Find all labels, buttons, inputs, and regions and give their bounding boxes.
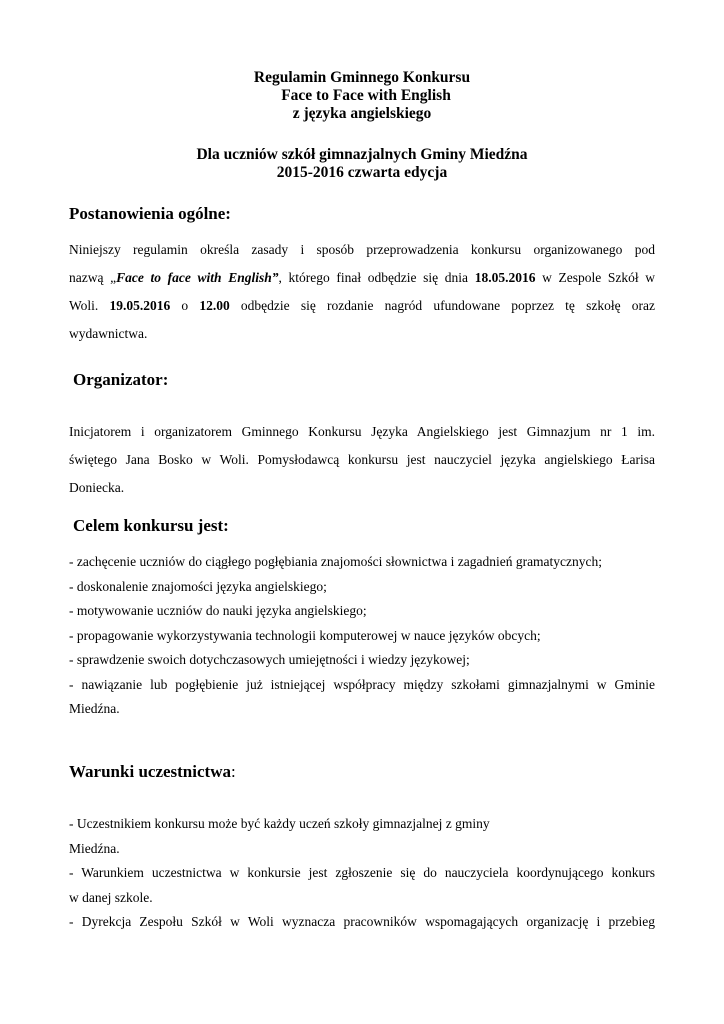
paragraph-line: Inicjatorem i organizatorem Gminnego Konkursu Języka Angielskiego jest Gimnazjum nr 1 im. [69, 424, 655, 439]
list-item: - Uczestnikiem konkursu może być każdy uczeń szkoły gimnazjalnej z gminy [69, 816, 490, 831]
subtitle-line-2: 2015-2016 czwarta edycja [276, 164, 448, 181]
list-item: - propagowanie wykorzystywania technologii komputerowej w nauce języków obcych; [69, 627, 541, 643]
section-heading-goals: Celem konkursu jest: [73, 516, 229, 535]
paragraph-line: Niniejszy regulamin określa zasady i sposób przeprowadzenia konkursu organizowanego pod [69, 242, 655, 257]
list-item: w danej szkole. [69, 889, 153, 905]
paragraph-line: wydawnictwa. [69, 326, 148, 341]
list-item: - Warunkiem uczestnictwa w konkursie jest zgłoszenie się do nauczyciela koordynującego konkurs [69, 865, 655, 880]
section-heading-participation: Warunki uczestnictwa: [69, 762, 236, 781]
list-item: Miedźna. [69, 840, 120, 856]
paragraph-line: Woli. 19.05.2016 o 12.00 odbędzie się rozdanie nagród ufundowane poprzez tę szkołę oraz [69, 298, 656, 313]
title-line-3: z języka angielskiego [292, 105, 432, 122]
paragraph-line: nazwą „Face to face with English”, którego finał odbędzie się dnia 18.05.2016 w Zespole Szkół w [69, 270, 656, 285]
list-item: - sprawdzenie swoich dotychczasowych umiejętności i wiedzy językowej; [69, 652, 470, 667]
award-time: 12.00 [199, 298, 230, 313]
goals-list [69, 550, 659, 722]
section-heading-general: Postanowienia ogólne: [69, 204, 231, 223]
document-title [0, 69, 724, 123]
list-item: Miedźna. [69, 701, 120, 716]
section-heading-organizer: Organizator: [73, 370, 169, 389]
paragraph-line: Doniecka. [69, 480, 125, 495]
contest-name: Face to face with English” [116, 270, 279, 285]
list-item: - doskonalenie znajomości języka angielskiego; [69, 578, 327, 594]
subtitle-line-1: Dla uczniów szkół gimnazjalnych Gminy Miedźna [196, 146, 528, 163]
list-item: - zachęcenie uczniów do ciągłego pogłębiania znajomości słownictwa i zagadnień gramatycznych; [69, 554, 603, 569]
section-organizer-paragraph [69, 418, 655, 502]
title-line-1: Regulamin Gminnego Konkursu [253, 69, 471, 86]
document-subtitle [0, 146, 724, 182]
section-general-paragraph [69, 236, 655, 348]
title-line-2: Face to Face with English [281, 87, 451, 104]
final-date: 18.05.2016 [474, 270, 536, 285]
participation-list [69, 812, 659, 935]
list-item: - nawiązanie lub pogłębienie już istniejącej współpracy między szkołami gimnazjalnymi w Gminie [69, 676, 655, 692]
list-item: - motywowanie uczniów do nauki języka angielskiego; [69, 603, 367, 618]
list-item: - Dyrekcja Zespołu Szkół w Woli wyznacza pracowników wspomagających organizację i przebieg [69, 914, 655, 929]
paragraph-line: świętego Jana Bosko w Woli. Pomysłodawcą konkursu jest nauczyciel języka angielskiego Łarisa [69, 452, 655, 467]
award-date: 19.05.2016 [109, 298, 171, 313]
